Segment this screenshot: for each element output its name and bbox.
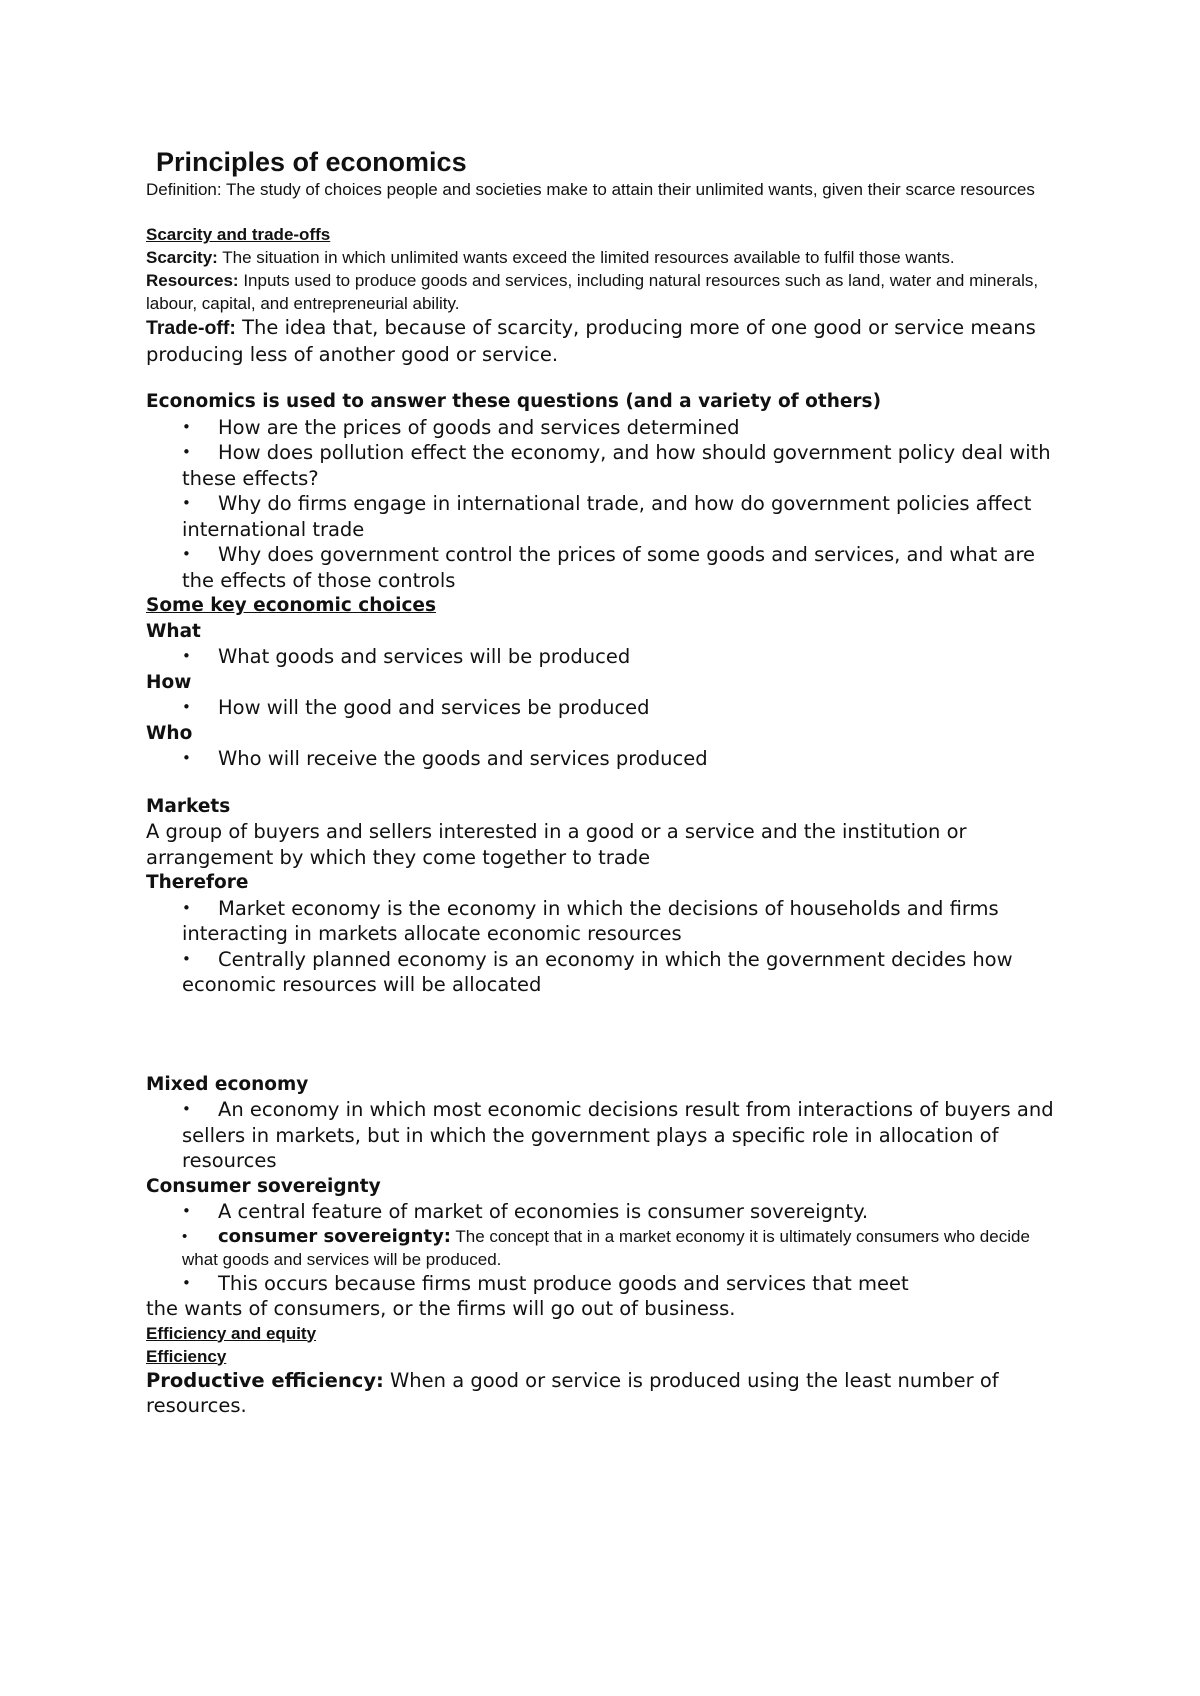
markets-heading: Markets bbox=[146, 795, 231, 817]
list-item: • What goods and services will be produced bbox=[182, 645, 631, 668]
list-item: • consumer sovereignty: The concept that in a market economy it is ultimately consumers who decide what goods and services will be produced. bbox=[182, 1225, 1030, 1269]
how-label: How bbox=[146, 671, 192, 693]
bullet-icon: • bbox=[182, 1100, 191, 1118]
bullet-icon: • bbox=[182, 749, 191, 767]
bullet-icon: • bbox=[182, 1202, 191, 1220]
bullet-icon: • bbox=[182, 417, 191, 436]
scarcity-definition: Scarcity: The situation in which unlimited wants exceed the limited resources available to fulfil those wants. bbox=[146, 248, 955, 267]
document-page bbox=[146, 146, 1066, 1419]
what-label: What bbox=[146, 620, 201, 642]
list-item: • This occurs because firms must produce goods and services that meet bbox=[182, 1271, 909, 1295]
list-item: • Centrally planned economy is an economy in which the government decides how economic resources will be allocated bbox=[182, 947, 1013, 996]
bullet-icon: • bbox=[182, 545, 191, 563]
resources-definition: Resources: Inputs used to produce goods and services, including natural resources such as land, water and minerals, labour, capital, and entrepreneurial ability. bbox=[146, 271, 1039, 313]
bullet-icon: • bbox=[182, 898, 191, 917]
consumer-sovereignty-heading: Consumer sovereignty bbox=[146, 1175, 381, 1197]
list-item: • An economy in which most economic decisions result from interactions of buyers and sellers in markets, but in which the government plays a specific role in allocation of resources bbox=[182, 1098, 1054, 1172]
efficiency-subheading: Efficiency bbox=[146, 1346, 227, 1366]
list-item: • Why does government control the prices of some goods and services, and what are the effects of those controls bbox=[182, 543, 1036, 592]
productive-efficiency-definition: Productive efficiency: When a good or service is produced using the least number of resources. bbox=[146, 1368, 999, 1417]
scarcity-heading: Scarcity and trade-offs bbox=[146, 225, 331, 244]
list-item: • How are the prices of goods and services determined bbox=[182, 415, 740, 439]
list-item: • Who will receive the goods and services produced bbox=[182, 747, 708, 770]
list-item: • A central feature of market of economies is consumer sovereignty. bbox=[182, 1200, 869, 1223]
list-item: • How will the good and services be produced bbox=[182, 696, 650, 719]
bullet-icon: • bbox=[182, 949, 191, 968]
consumer-sovereignty-continuation: the wants of consumers, or the firms will go out of business. bbox=[146, 1297, 736, 1320]
definition-text: Definition: The study of choices people and societies make to attain their unlimited wants, given their scarce resources bbox=[146, 180, 1035, 199]
choices-heading: Some key economic choices bbox=[146, 595, 436, 616]
who-label: Who bbox=[146, 722, 193, 744]
questions-heading: Economics is used to answer these questions (and a variety of others) bbox=[146, 391, 882, 412]
efficiency-equity-heading: Efficiency and equity bbox=[146, 1323, 317, 1343]
bullet-icon: • bbox=[182, 1273, 191, 1292]
tradeoff-definition: Trade-off: The idea that, because of scarcity, producing more of one good or service means producing less of another good or service. bbox=[146, 316, 1036, 366]
bullet-icon: • bbox=[182, 647, 191, 665]
mixed-economy-heading: Mixed economy bbox=[146, 1073, 309, 1095]
list-item: • Market economy is the economy in which the decisions of households and firms interacting in markets allocate economic resources bbox=[182, 896, 999, 945]
document-title: Principles of economics bbox=[156, 147, 467, 177]
bullet-icon: • bbox=[182, 1227, 188, 1245]
bullet-icon: • bbox=[182, 443, 191, 461]
list-item: • How does pollution effect the economy, and how should government policy deal with these effects? bbox=[182, 441, 1051, 490]
list-item: • Why do firms engage in international trade, and how do government policies affect international trade bbox=[182, 492, 1032, 541]
markets-text: A group of buyers and sellers interested in a good or a service and the institution or arrangement by which they come together to trade bbox=[146, 820, 967, 869]
therefore-label: Therefore bbox=[146, 872, 249, 893]
bullet-icon: • bbox=[182, 494, 191, 512]
bullet-icon: • bbox=[182, 698, 191, 716]
questions-list bbox=[146, 415, 1066, 594]
